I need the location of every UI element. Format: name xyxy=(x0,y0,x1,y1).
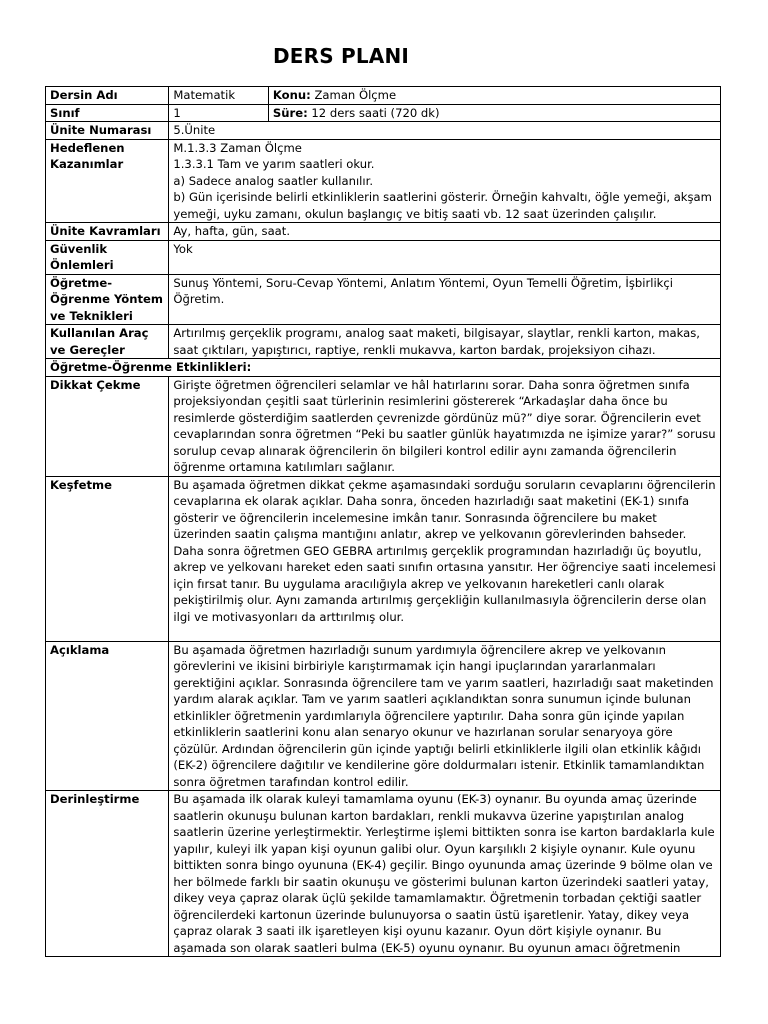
value-unite-kavramlari: Ay, hafta, gün, saat. xyxy=(169,223,721,241)
value-aciklama: Bu aşamada öğretmen hazırladığı sunum yardımıyla öğrencilere akrep ve yelkovanın görevlerini ve ikisini birbiriyle karıştırmamak için hangi ipuçlarından yararlanmaları gerektiğini açıklar. Sonrasında öğrencilere tam ve yarım saatleri, hazırladığı saat maketinden yardım alarak açıklar. Tam ve yarım saatleri açıklandıktan sonra sunumun içinde bulunan etkinlikler öğretmenin yardımlarıyla öğrencilere yaptırılır. Daha sonra gün içinde yapılan etkinliklerin saatlerini konu alan senaryo okunur ve hazırlanan sorular senaryoya göre çözülür. Ardından öğrencilerin gün içinde yaptığı belirli etkinliklerle ilgili olan etkinlik kâğıdı (EK-2) öğrencilere dağıtılır ve kendilerine göre doldurmaları istenir. Etkinlik tamamlandıktan sonra öğretmen tarafından kontrol edilir. xyxy=(169,641,721,791)
value-kesfetme: Bu aşamada öğretmen dikkat çekme aşamasındaki sorduğu soruların cevaplarını öğrencilerin cevaplarına ek olarak açıklar. Daha sonra, önceden hazırladığı saat maketini (EK-1) sınıfa gösterir ve öğrencilerin incelemesine imkân tanır. Sonrasında öğrencilere bu maket üzerinden saatin çalışma mantığını anlatır, akrep ve yelkovanın görevlerinden bahseder. Daha sonra öğretmen GEO GEBRA artırılmış gerçeklik programından hazırladığı üç boyutlu, akrep ve yelkovanı hareket eden saati sınıfın ortasına yansıtır. Her öğrenciye saati incelemesi için fırsat tanır. Bu uygulama aracılığıyla akrep ve yelkovanın hareketleri canlı olarak pekiştirilmiş olur. Aynı zamanda artırılmış gerçekliğin kullanılmasıyla öğrencilerin derse olan ilgi ve motivasyonları da arttırılmış olur. xyxy=(169,476,721,641)
row-hedeflenen xyxy=(46,139,721,223)
kazanim-line: 1.3.3.1 Tam ve yarım saatleri okur. xyxy=(173,157,375,171)
value-araclar: Artırılmış gerçeklik programı, analog saat maketi, bilgisayar, slaytlar, renkli karton, makas, saat çıktıları, yapıştırıcı, raptiye, renkli mukavva, karton bardak, projeksiyon cihazı. xyxy=(169,325,721,359)
row-araclar xyxy=(46,325,721,359)
value-sinif: 1 xyxy=(169,104,269,122)
row-guvenlik xyxy=(46,240,721,274)
value-dersin-adi: Matematik xyxy=(169,87,269,105)
row-yontem xyxy=(46,274,721,325)
value-konu: Zaman Ölçme xyxy=(310,88,397,102)
value-derinlestirme: Bu aşamada ilk olarak kuleyi tamamlama oyunu (EK-3) oynanır. Bu oyunda amaç üzerinde saatlerin okunuşu bulunan karton bardakları, renkli mukavva üzerine yapıştırılan analog saatlerin üzerine yerleştirmektir. Yerleştirme işlemi bittikten sonra ise karton bardaklarla kule yapılır, kuleyi ilk yapan kişi oyunun galibi olur. Oyun karşılıklı 2 kişiyle oynanır. Kule oyunu bittikten sonra bingo oyununa (EK-4) geçilir. Bingo oyununda amaç üzerinde 9 bölme olan ve her bölmede farklı bir saatin okunuşu ve gösterimi bulunan karton üzerindeki saatleri yatay, dikey veya çapraz olarak üçlü şekilde tamamlamaktır. Öğretmenin torbadan çektiği saatler öğrencilerdeki kartonun üzerinde bulunuyorsa o saatin üstü işaretlenir. Yatay, dikey veya çapraz olarak 3 saati ilk işaretleyen kişi oyunu kazanır. Oyun dört kişiyle oynanır. Bu aşamada son olarak saatleri bulma (EK-5) oyunu oynanır. Bu oyunun amacı öğretmenin xyxy=(169,791,721,957)
label-unite-numarasi: Ünite Numarası xyxy=(46,122,169,140)
row-derinlestirme xyxy=(46,791,721,957)
kazanim-line: M.1.3.3 Zaman Ölçme xyxy=(173,140,302,155)
label-dersin-adi: Dersin Adı xyxy=(46,87,169,105)
row-dikkat xyxy=(46,376,721,476)
label-konu: Konu: xyxy=(272,88,311,102)
label-unite-kavramlari: Ünite Kavramları xyxy=(46,223,169,241)
lesson-plan-table xyxy=(45,86,721,957)
row-dersin-adi xyxy=(46,87,721,105)
row-unite-numarasi xyxy=(46,122,721,140)
label-araclar: Kullanılan Araç ve Gereçler xyxy=(46,325,169,359)
cell-konu xyxy=(268,87,720,105)
label-yontem: Öğretme-Öğrenme Yöntem ve Teknikleri xyxy=(46,274,169,325)
kazanim-line: a) Sadece analog saatler kullanılır. xyxy=(173,173,374,188)
label-aciklama: Açıklama xyxy=(46,641,169,791)
cell-sure xyxy=(268,104,720,122)
kazanim-line: b) Gün içerisinde belirli etkinliklerin saatlerini gösterir. Örneğin kahvaltı, öğle yemeği, akşam yemeği, uyku zamanı, okulun başlangıç ve bitiş saati vb. 12 saat üzerinden çalışılır. xyxy=(173,190,712,221)
row-unite-kavramlari xyxy=(46,223,721,241)
value-hedeflenen xyxy=(169,139,721,223)
value-yontem: Sunuş Yöntemi, Soru-Cevap Yöntemi, Anlatım Yöntemi, Oyun Temelli Öğretim, İşbirlikçi Öğretim. xyxy=(169,274,721,325)
label-dikkat: Dikkat Çekme xyxy=(46,376,169,476)
row-sinif xyxy=(46,104,721,122)
row-etkinlikler-baslik xyxy=(46,359,721,377)
value-guvenlik: Yok xyxy=(169,240,721,274)
page-title: DERS PLANI xyxy=(272,44,410,68)
row-kesfetme xyxy=(46,476,721,641)
label-sure: Süre: xyxy=(272,105,308,120)
label-guvenlik: Güvenlik Önlemleri xyxy=(46,240,169,274)
label-kesfetme: Keşfetme xyxy=(46,476,169,641)
value-sure: 12 ders saati (720 dk) xyxy=(307,105,440,120)
label-hedeflenen: Hedeflenen Kazanımlar xyxy=(46,139,169,223)
label-etkinlikler: Öğretme-Öğrenme Etkinlikleri: xyxy=(46,359,721,377)
label-derinlestirme: Derinleştirme xyxy=(46,791,169,957)
value-dikkat: Girişte öğretmen öğrencileri selamlar ve hâl hatırlarını sorar. Daha sonra öğretmen sınıfa projeksiyondan çeşitli saat türlerinin resimlerini göstererek “Arkadaşlar daha önce bu resimlerde gösterdiğim saatlerden çevrenizde gördünüz mü?” diye sorar. Öğrencilerin evet cevaplarından sonra öğretmen “Peki bu saatler günlük hayatımızda ne işimize yarar?” sorusu sorulup cevap alınarak öğrencilerin ön bilgileri kontrol edilir aynı zamanda öğrencilerin öğrenme ortamına katılımları sağlanır. xyxy=(169,376,721,476)
row-aciklama xyxy=(46,641,721,791)
label-sinif: Sınıf xyxy=(46,104,169,122)
value-unite-numarasi: 5.Ünite xyxy=(169,122,721,140)
